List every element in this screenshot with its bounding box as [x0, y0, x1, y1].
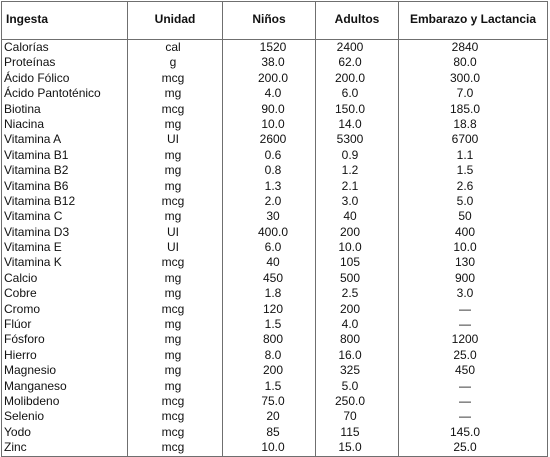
children-value: 1.3	[264, 178, 282, 193]
unit-value: UI	[167, 224, 179, 239]
pregnancy-lactation-value: 3.0	[456, 286, 474, 301]
pregnancy-lactation-value: 25.0	[453, 440, 477, 455]
pregnancy-lactation-value: 50	[458, 209, 472, 224]
pregnancy-lactation-value: 1.5	[456, 163, 474, 178]
pregnancy-lactation-value: 145.0	[449, 424, 481, 439]
nutrient-name: Ácido Fólico	[4, 70, 70, 85]
children-value: 38.0	[261, 55, 285, 70]
nutrient-name: Biotina	[4, 101, 41, 116]
adults-value: 5300	[336, 132, 364, 147]
adults-value: 70	[343, 409, 357, 424]
header-ninos: Niños	[223, 2, 316, 40]
unit-value: mcg	[161, 301, 185, 316]
children-value: 1520	[259, 40, 287, 54]
adults-value: 3.0	[341, 193, 359, 208]
pregnancy-lactation-value: 900	[454, 270, 476, 285]
unit-value: mg	[164, 363, 182, 378]
nutrient-name: Zinc	[4, 440, 27, 455]
unit-value: mg	[164, 86, 182, 101]
adults-value: 800	[339, 332, 361, 347]
adults-value: 200	[339, 301, 361, 316]
unit-value: mg	[164, 317, 182, 332]
adults-value: 6.0	[341, 86, 359, 101]
children-value: 6.0	[264, 240, 282, 255]
adults-value: 16.0	[338, 347, 362, 362]
nutrient-name: Vitamina A	[4, 132, 62, 147]
unit-value: mg	[164, 116, 182, 131]
nutrient-name: Molibdeno	[4, 393, 60, 408]
children-value: 8.0	[264, 347, 282, 362]
table-header-row	[2, 2, 548, 40]
header-ingesta: Ingesta	[2, 2, 128, 40]
nutrient-name: Vitamina E	[4, 240, 62, 255]
children-value: 4.0	[264, 86, 282, 101]
unit-value: mg	[164, 209, 182, 224]
pregnancy-lactation-value: 185.0	[449, 101, 481, 116]
adults-value: 2.1	[341, 178, 359, 193]
children-value: 0.6	[264, 147, 282, 162]
column-embarazo-lactancia	[399, 40, 548, 457]
children-value: 2.0	[264, 193, 282, 208]
adults-value: 5.0	[341, 378, 359, 393]
pregnancy-lactation-value: 300.0	[449, 70, 481, 85]
children-value: 20	[266, 409, 280, 424]
unit-value: mg	[164, 347, 182, 362]
unit-value: mcg	[161, 70, 185, 85]
children-value: 30	[266, 209, 280, 224]
pregnancy-lactation-value: —	[459, 317, 471, 332]
unit-value: mg	[164, 378, 182, 393]
children-value: 200	[262, 363, 284, 378]
nutrient-name: Calorías	[4, 40, 49, 54]
unit-value: mg	[164, 332, 182, 347]
unit-value: mcg	[161, 393, 185, 408]
nutrient-name: Magnesio	[4, 363, 57, 378]
adults-value: 250.0	[334, 393, 366, 408]
unit-value: UI	[167, 240, 179, 255]
nutrient-name: Selenio	[4, 409, 45, 424]
nutrient-name: Cobre	[4, 286, 37, 301]
unit-value: mcg	[161, 440, 185, 455]
pregnancy-lactation-value: 130	[454, 255, 476, 270]
children-value: 85	[266, 424, 280, 439]
nutrient-name: Flúor	[4, 317, 32, 332]
children-value: 10.0	[261, 116, 285, 131]
nutrient-name: Vitamina B6	[4, 178, 69, 193]
children-value: 1.5	[264, 378, 282, 393]
unit-value: cal	[165, 40, 181, 54]
children-value: 10.0	[261, 440, 285, 455]
unit-value: mg	[164, 147, 182, 162]
unit-value: mg	[164, 286, 182, 301]
children-value: 0.8	[264, 163, 282, 178]
adults-value: 1.2	[341, 163, 359, 178]
nutrient-name: Vitamina D3	[4, 224, 70, 239]
nutrient-name: Vitamina K	[4, 255, 62, 270]
adults-value: 0.9	[341, 147, 359, 162]
pregnancy-lactation-value: 1.1	[456, 147, 474, 162]
table-body-row	[2, 40, 548, 457]
pregnancy-lactation-value: 10.0	[453, 240, 477, 255]
pregnancy-lactation-value: 25.0	[453, 347, 477, 362]
adults-value: 325	[339, 363, 361, 378]
pregnancy-lactation-value: 5.0	[456, 193, 474, 208]
pregnancy-lactation-value: 400	[454, 224, 476, 239]
nutrient-name: Vitamina B1	[4, 147, 69, 162]
pregnancy-lactation-value: —	[459, 393, 471, 408]
adults-value: 150.0	[334, 101, 366, 116]
children-value: 75.0	[261, 393, 285, 408]
children-value: 90.0	[261, 101, 285, 116]
adults-value: 4.0	[341, 317, 359, 332]
column-ingesta	[2, 40, 128, 457]
unit-value: mcg	[161, 193, 185, 208]
pregnancy-lactation-value: —	[459, 301, 471, 316]
pregnancy-lactation-value: 80.0	[453, 55, 477, 70]
column-ninos	[223, 40, 316, 457]
header-adultos: Adultos	[316, 2, 399, 40]
header-unidad: Unidad	[128, 2, 223, 40]
column-unidad	[128, 40, 223, 457]
adults-value: 14.0	[338, 116, 362, 131]
pregnancy-lactation-value: 7.0	[456, 86, 474, 101]
nutrient-intake-table	[1, 1, 548, 457]
adults-value: 15.0	[338, 440, 362, 455]
nutrient-name: Niacina	[4, 116, 45, 131]
unit-value: mg	[164, 178, 182, 193]
unit-value: mcg	[161, 101, 185, 116]
unit-value: mcg	[161, 409, 185, 424]
unit-value: mcg	[161, 424, 185, 439]
pregnancy-lactation-value: 1200	[451, 332, 479, 347]
children-value: 1.5	[264, 317, 282, 332]
nutrient-name: Ácido Pantoténico	[4, 86, 101, 101]
unit-value: mg	[164, 270, 182, 285]
column-adultos	[316, 40, 399, 457]
nutrient-name: Vitamina B12	[4, 193, 76, 208]
children-value: 200.0	[257, 70, 289, 85]
children-value: 40	[266, 255, 280, 270]
adults-value: 115	[340, 424, 360, 439]
adults-value: 2400	[336, 40, 364, 54]
pregnancy-lactation-value: 2840	[451, 40, 479, 54]
pregnancy-lactation-value: 6700	[451, 132, 479, 147]
adults-value: 200.0	[334, 70, 366, 85]
children-value: 1.8	[264, 286, 282, 301]
pregnancy-lactation-value: —	[459, 409, 471, 424]
header-embarazo-lactancia: Embarazo y Lactancia	[399, 2, 548, 40]
nutrient-name: Proteínas	[4, 55, 56, 70]
nutrient-name: Hierro	[4, 347, 37, 362]
children-value: 120	[262, 301, 284, 316]
pregnancy-lactation-value: 450	[454, 363, 476, 378]
nutrient-name: Yodo	[4, 424, 31, 439]
unit-value: mg	[164, 163, 182, 178]
children-value: 450	[262, 270, 284, 285]
children-value: 400.0	[257, 224, 289, 239]
adults-value: 2.5	[341, 286, 359, 301]
adults-value: 200	[339, 224, 361, 239]
unit-value: UI	[167, 132, 179, 147]
unit-value: g	[169, 55, 177, 70]
nutrient-name: Calcio	[4, 270, 38, 285]
adults-value: 105	[339, 255, 361, 270]
unit-value: mcg	[161, 255, 185, 270]
nutrient-name: Fósforo	[4, 332, 45, 347]
adults-value: 500	[339, 270, 361, 285]
pregnancy-lactation-value: 18.8	[453, 116, 477, 131]
adults-value: 62.0	[338, 55, 362, 70]
adults-value: 10.0	[338, 240, 362, 255]
nutrient-name: Vitamina B2	[4, 163, 69, 178]
nutrient-name: Cromo	[4, 301, 41, 316]
adults-value: 40	[343, 209, 357, 224]
pregnancy-lactation-value: —	[459, 378, 471, 393]
children-value: 2600	[259, 132, 287, 147]
children-value: 800	[262, 332, 284, 347]
pregnancy-lactation-value: 2.6	[456, 178, 474, 193]
nutrient-name: Manganeso	[4, 378, 67, 393]
nutrient-name: Vitamina C	[4, 209, 63, 224]
